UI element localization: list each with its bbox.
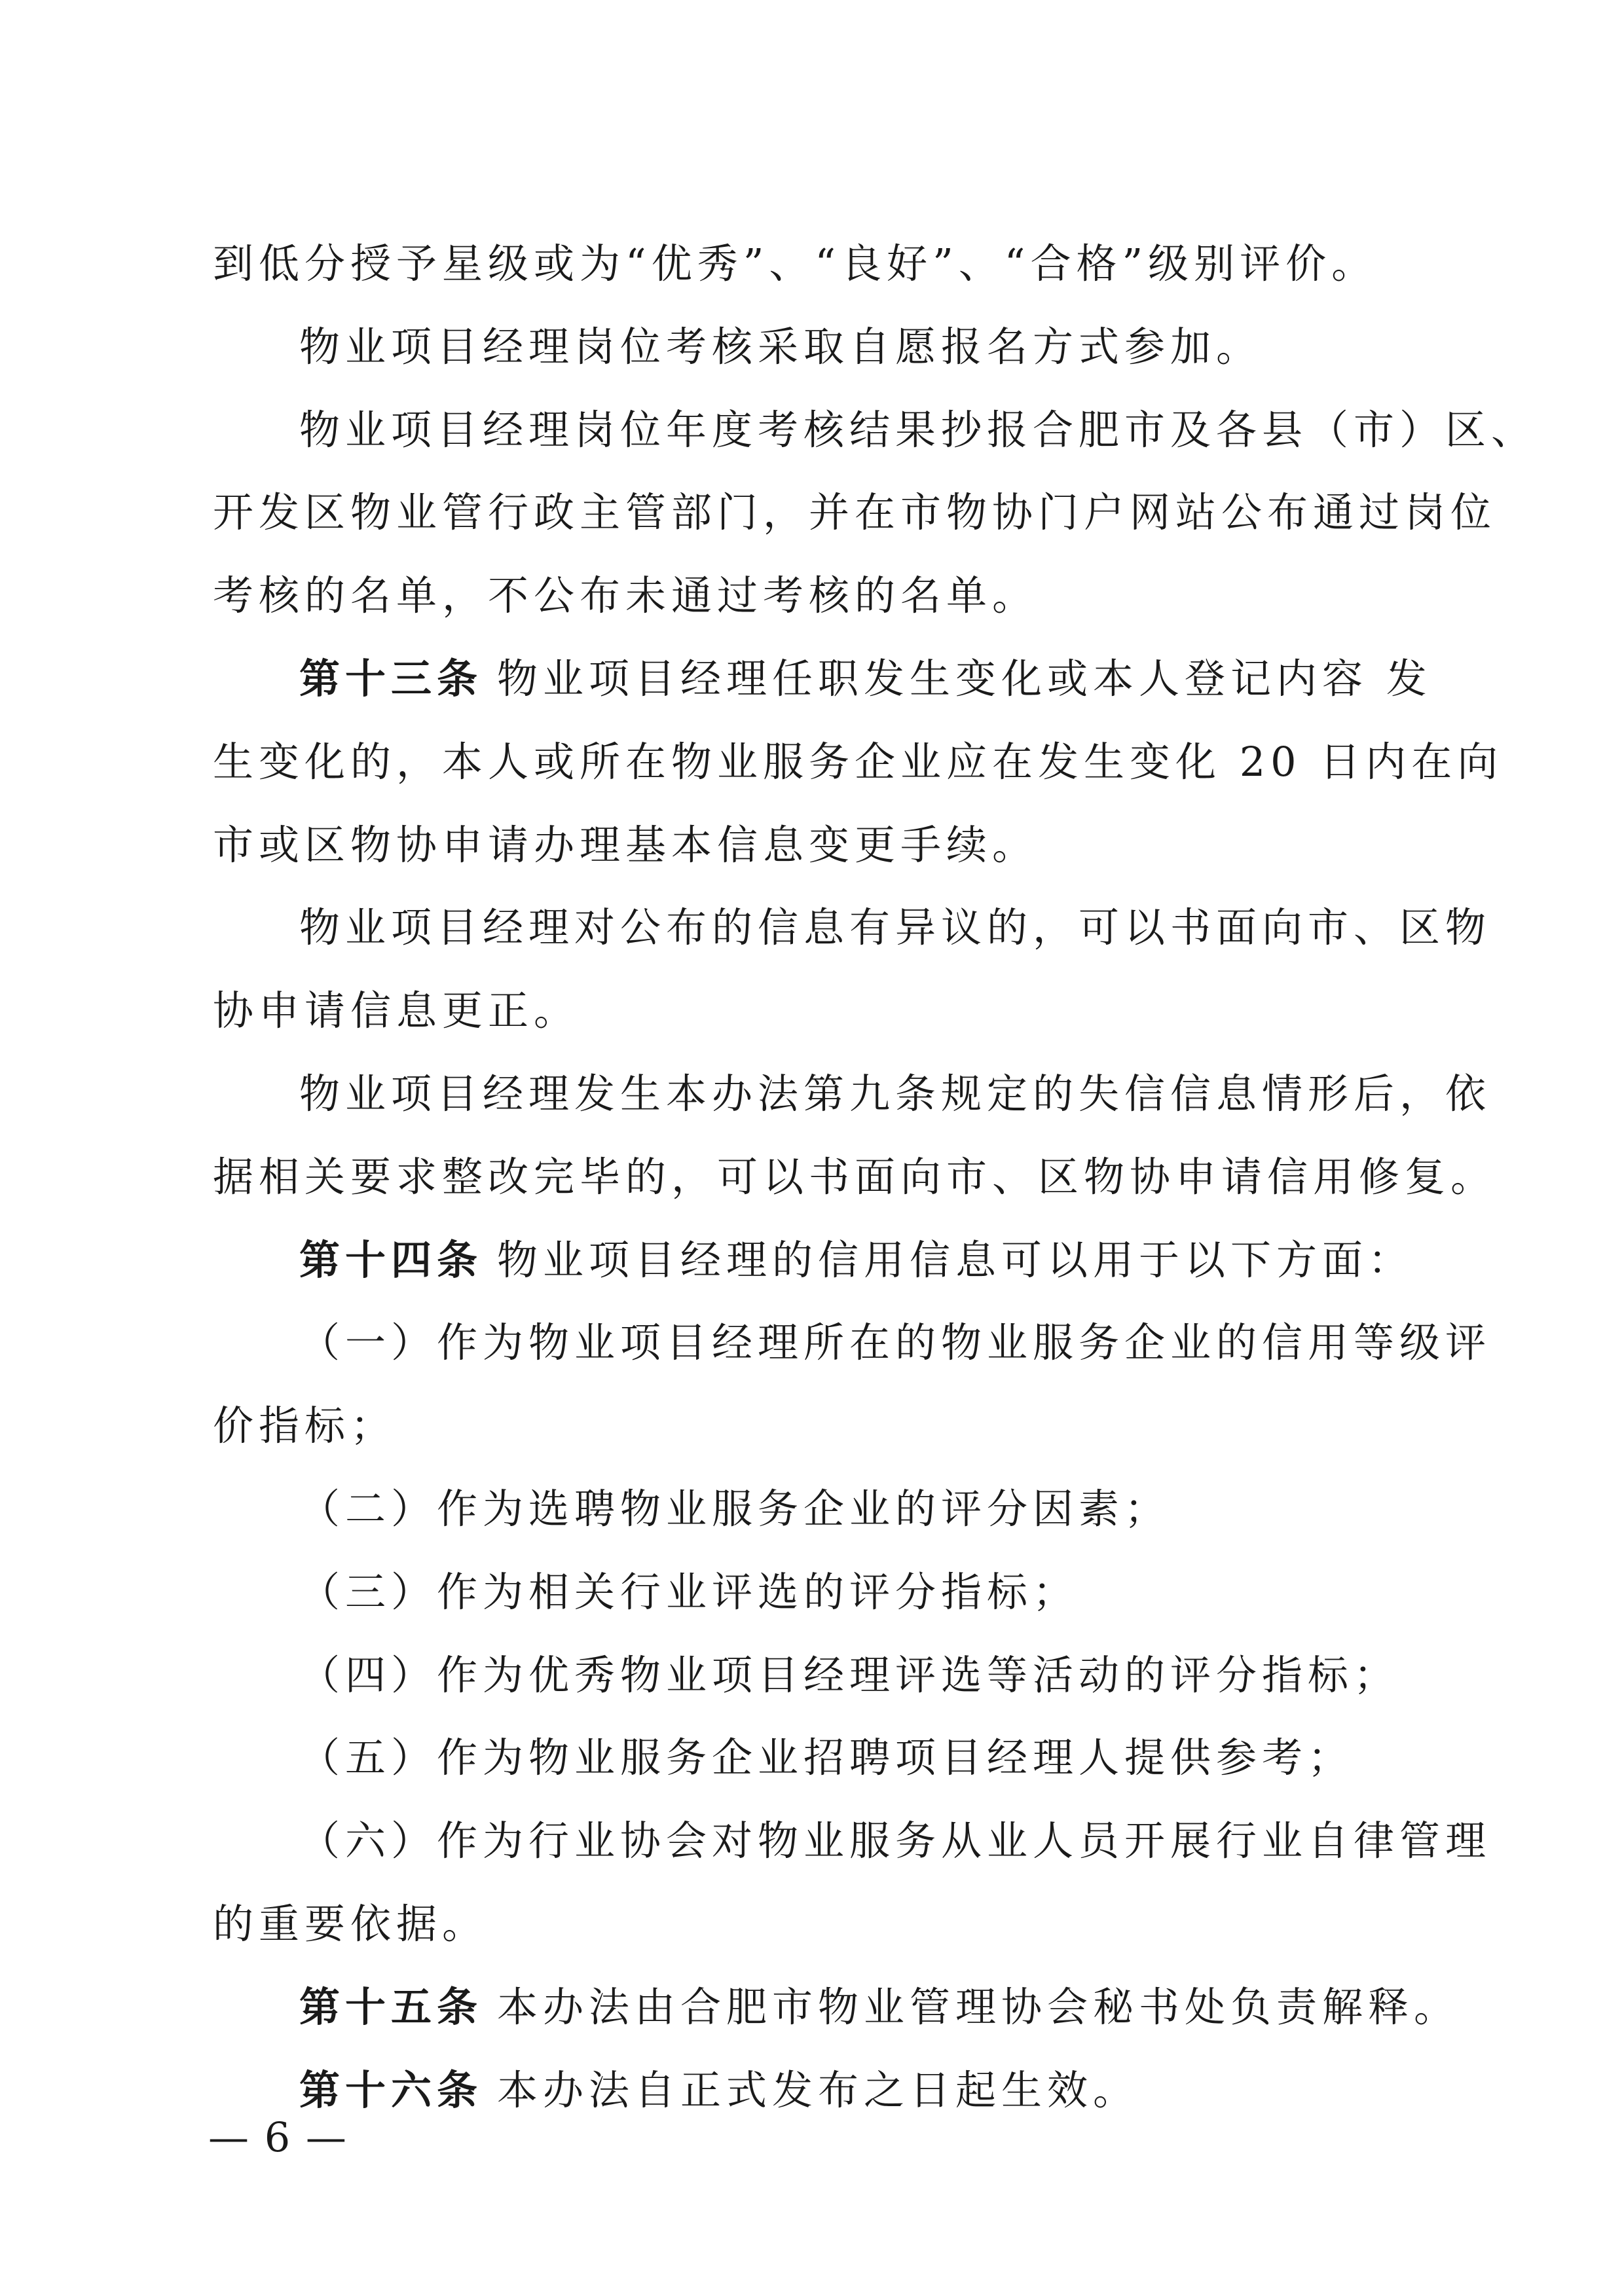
- text-line: [213, 389, 1538, 472]
- line-text: 本办法自正式发布之日起生效。: [497, 2066, 1139, 2114]
- text-line: [213, 223, 1421, 306]
- line-text: 到低分授予星级或为“优秀”、“良好”、“合格”级别评价。: [213, 240, 1378, 287]
- article-heading: 第十三条: [299, 654, 483, 702]
- text-line: [213, 471, 1497, 555]
- article-heading: 第十四条: [299, 1235, 483, 1284]
- line-text: 考核的名单，不公布未通过考核的名单。: [213, 572, 1039, 620]
- text-line: [213, 1468, 1421, 1551]
- line-text: 生变化的，本人或所在物业服务企业应在发生变化 20 日内在向: [213, 737, 1504, 786]
- line-text: 物业项目经理发生本办法第九条规定的失信信息情形后，依: [299, 1069, 1492, 1118]
- document-body: [213, 223, 1538, 2132]
- line-text: （一）作为物业项目经理所在的物业服务企业的信用等级评: [299, 1319, 1492, 1367]
- text-line: [213, 1385, 1421, 1468]
- line-text: （二）作为选聘物业服务企业的评分因素；: [299, 1484, 1171, 1533]
- line-text: 协申请信息更正。: [213, 987, 580, 1035]
- text-line: [213, 804, 1421, 887]
- line-text: 本办法由合肥市物业管理协会秘书处负责解释。: [497, 1982, 1460, 2031]
- line-text: 据相关要求整改完毕的，可以书面向市、区物协申请信用修复。: [213, 1152, 1497, 1201]
- text-line: [213, 1966, 1460, 2049]
- text-line: [213, 1883, 1421, 1966]
- line-text: 物业项目经理岗位考核采取自愿报名方式参加。: [299, 322, 1263, 371]
- line-text: （三）作为相关行业评选的评分指标；: [299, 1567, 1079, 1616]
- text-line: [213, 555, 1421, 638]
- line-text: （四）作为优秀物业项目经理评选等活动的评分指标；: [299, 1650, 1400, 1699]
- article-heading: 第十六条: [299, 2066, 483, 2114]
- text-line: [213, 1219, 1421, 1302]
- line-text: 物业项目经理对公布的信息有异议的，可以书面向市、区物: [299, 903, 1492, 952]
- line-text: （六）作为行业协会对物业服务从业人员开展行业自律管理: [299, 1817, 1492, 1865]
- line-text: 的重要依据。: [213, 1899, 489, 1948]
- text-line: [213, 721, 1504, 804]
- line-text: 开发区物业管行政主管部门，并在市物协门户网站公布通过岗位: [213, 488, 1497, 537]
- text-line: [213, 1053, 1492, 1136]
- article-heading: 第十五条: [299, 1982, 483, 2031]
- line-text: （五）作为物业服务企业招聘项目经理人提供参考；: [299, 1734, 1354, 1782]
- text-line: [213, 1136, 1497, 1219]
- text-line: [213, 1551, 1421, 1634]
- text-line: [213, 970, 1421, 1053]
- line-text: 物业项目经理任职发生变化或本人登记内容 发: [497, 654, 1432, 702]
- line-text: 物业项目经理岗位年度考核结果抄报合肥市及各县（市）区、: [299, 405, 1538, 454]
- text-line: [213, 1302, 1492, 1385]
- text-line: [213, 886, 1492, 970]
- text-line: [213, 638, 1432, 721]
- line-text: 物业项目经理的信用信息可以用于以下方面：: [497, 1235, 1414, 1284]
- text-line: [213, 1634, 1421, 1717]
- text-line: [213, 1717, 1421, 1800]
- text-line: [213, 2049, 1421, 2132]
- line-text: 价指标；: [213, 1402, 397, 1450]
- text-line: [213, 1800, 1492, 1883]
- text-line: [213, 306, 1421, 389]
- page-number: — 6 —: [208, 2113, 348, 2161]
- line-text: 市或区物协申请办理基本信息变更手续。: [213, 820, 1039, 869]
